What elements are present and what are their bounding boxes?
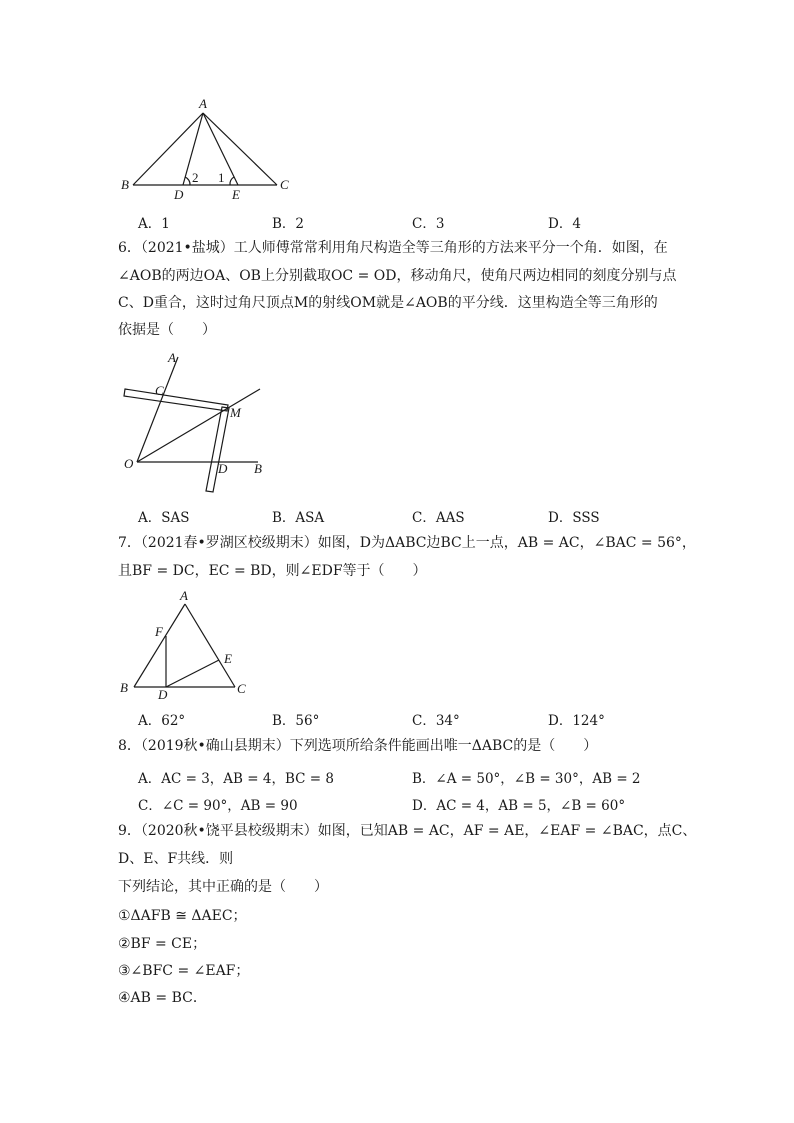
fig7-label-F: F (155, 624, 163, 639)
fig5-label-A: A (199, 96, 207, 111)
fig7-label-B: B (120, 680, 128, 695)
q9-stem-line-1: 9．（2020秋•饶平县校级期末）如图，已知AB = AC，AF = AE，∠EAF = ∠BAC，点C、 (118, 823, 697, 839)
q9-statement-1: ①ΔAFB ≅ ΔAEC； (118, 908, 247, 924)
fig5-label-E: E (232, 187, 240, 202)
fig7-segment-DE (166, 660, 219, 687)
q6-stem-line-1: 6．（2021•盐城）工人师傅常常利用角尺构造全等三角形的方法来平分一个角．如图，在 (118, 240, 668, 256)
fig5-label-C: C (280, 177, 289, 192)
q9-stem-line-3: 下列结论，其中正确的是（ ） (118, 879, 328, 895)
q7-option-c: C．34° (412, 713, 460, 729)
q5-option-a: A．1 (138, 216, 170, 232)
q7-option-d: D．124° (548, 713, 605, 729)
q9-stem-line-2: D、E、F共线．则 (118, 851, 234, 867)
q7-option-a: A．62° (138, 713, 186, 729)
q7-stem-line-2: 且BF = DC，EC = BD，则∠EDF等于（ ） (118, 563, 427, 579)
q5-option-b: B．2 (272, 216, 305, 232)
q6-stem-line-2: ∠AOB的两边OA、OB上分别截取OC = OD，移动角尺，使角尺两边相同的刻度分别与点 (118, 268, 677, 284)
fig5-label-angle-2: 2 (192, 170, 199, 185)
q5-option-d: D．4 (548, 216, 581, 232)
fig7-label-A: A (180, 588, 188, 603)
fig7-side-AB (134, 604, 185, 687)
fig6-label-O: O (124, 456, 134, 471)
q8-option-a: A．AC = 3，AB = 4，BC = 8 (138, 771, 334, 787)
fig6-label-M: M (230, 405, 241, 420)
q8-option-c: C．∠C = 90°，AB = 90 (138, 798, 298, 814)
q9-statement-2: ②BF = CE； (118, 936, 207, 952)
q8-stem-line-1: 8．（2019秋•确山县期末）下列选项所给条件能画出唯一ΔABC的是（ ） (118, 738, 598, 754)
q6-stem-line-3: C、D重合，这时过角尺顶点M的射线OM就是∠AOB的平分线．这里构造全等三角形的 (118, 295, 658, 311)
q6-option-b: B．ASA (272, 510, 325, 526)
q8-option-b: B．∠A = 50°，∠B = 30°，AB = 2 (412, 771, 641, 787)
fig6-label-C: C (155, 383, 164, 398)
q6-option-c: C．AAS (412, 510, 465, 526)
q7-option-b: B．56° (272, 713, 320, 729)
fig6-label-D: D (218, 461, 228, 476)
q9-statement-4: ④AB = BC． (118, 990, 207, 1006)
fig7-label-E: E (224, 651, 232, 666)
fig5-label-B: B (121, 177, 129, 192)
q7-stem-line-1: 7．（2021春•罗湖区校级期末）如图，D为ΔABC边BC上一点，AB = AC，∠BAC = 56°， (118, 535, 696, 551)
q9-statement-3: ③∠BFC = ∠EAF； (118, 963, 250, 979)
fig7-side-AC (185, 604, 235, 687)
q6-option-d: D．SSS (548, 510, 600, 526)
q6-option-a: A．SAS (138, 510, 190, 526)
q5-option-c: C．3 (412, 216, 445, 232)
q8-option-d: D．AC = 4，AB = 5，∠B = 60° (412, 798, 626, 814)
fig7-label-D: D (158, 687, 168, 702)
q6-stem-line-4: 依据是（ ） (118, 322, 216, 338)
fig5-label-D: D (174, 187, 184, 202)
fig5-label-angle-1: 1 (218, 170, 225, 185)
fig7-label-C: C (237, 681, 246, 696)
fig6-label-A: A (168, 350, 176, 365)
fig6-label-B: B (254, 461, 262, 476)
